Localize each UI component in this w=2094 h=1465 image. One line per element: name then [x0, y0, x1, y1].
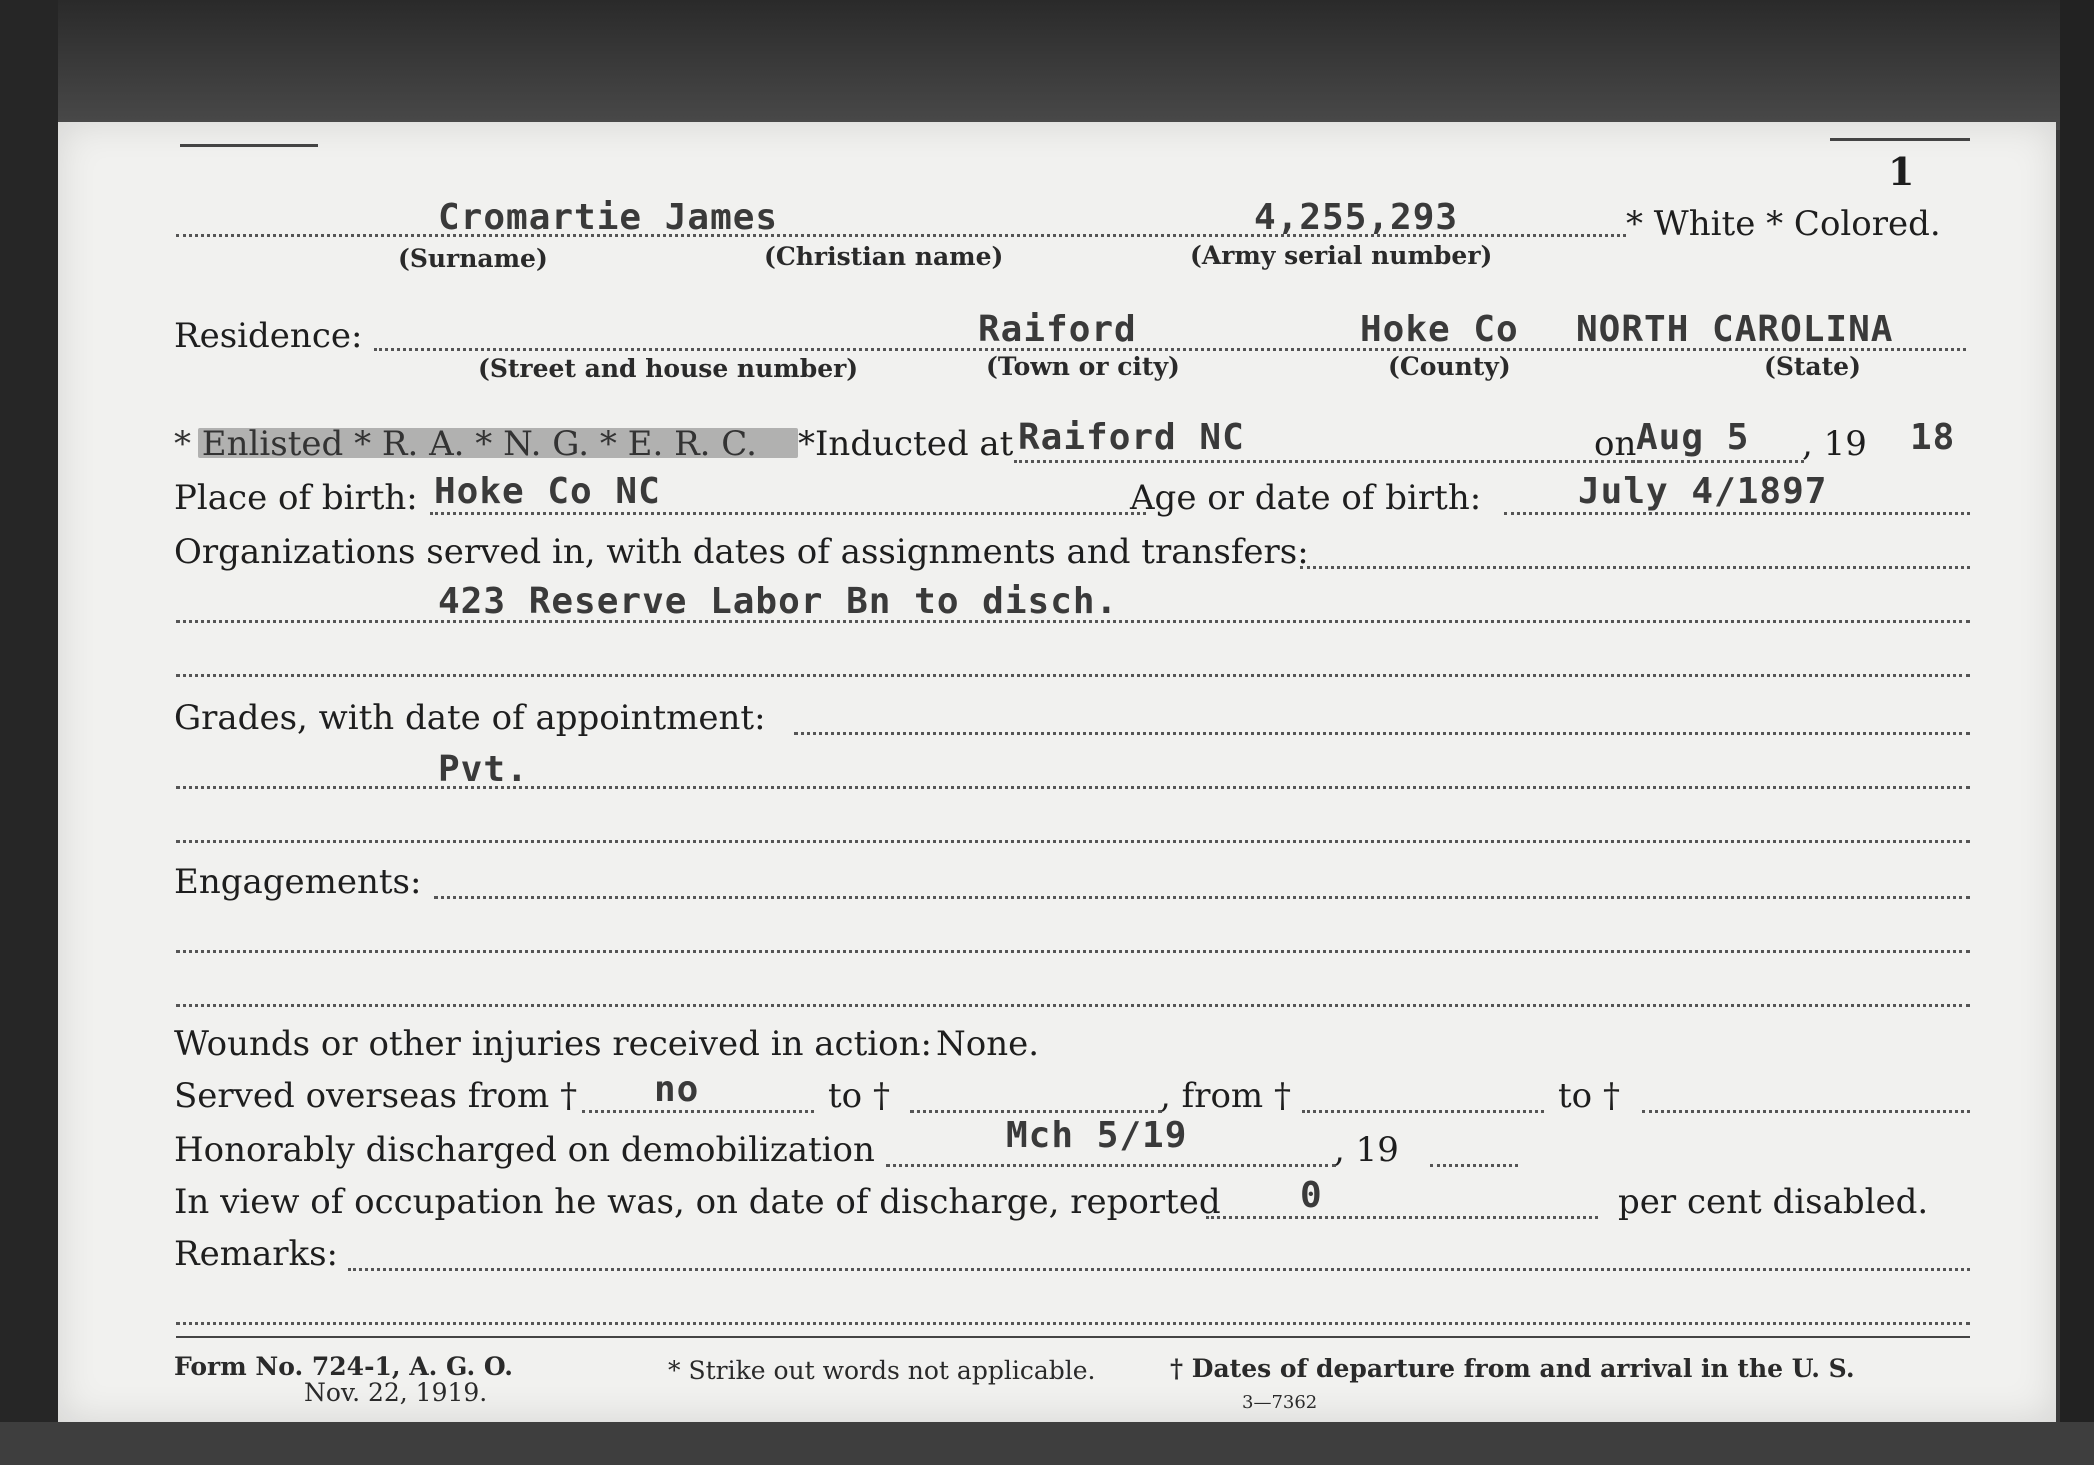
inducted-place-line [1014, 460, 1640, 463]
town-caption: (Town or city) [986, 352, 1180, 381]
discharge-year-prefix: , 19 [1334, 1130, 1399, 1170]
grades-line-0 [794, 732, 1970, 735]
organizations-line-0 [1300, 566, 1970, 569]
engagements-label: Engagements: [174, 862, 422, 902]
overseas-from-line [582, 1110, 814, 1113]
street-caption: (Street and house number) [478, 354, 859, 383]
inducted-label: *Inducted at [798, 424, 1014, 464]
serial-number-caption: (Army serial number) [1190, 241, 1493, 270]
overseas-from2-line [1302, 1110, 1544, 1113]
typed-discharge-date: Mch 5/19 [1006, 1115, 1188, 1156]
footer-rule [176, 1336, 1970, 1338]
typed-date-of-birth: July 4/1897 [1578, 471, 1828, 512]
overseas-to-label: to † [828, 1076, 890, 1116]
print-code: 3—7362 [1242, 1392, 1318, 1413]
typed-induction-date: Aug 5 [1636, 417, 1750, 458]
top-left-rule [180, 144, 318, 147]
remarks-line-1 [176, 1322, 1970, 1325]
overseas-to2-line [1642, 1110, 1970, 1113]
date-of-birth-line [1504, 512, 1970, 515]
top-right-rule [1830, 138, 1970, 141]
typed-organization: 423 Reserve Labor Bn to disch. [438, 581, 1119, 622]
residence-label: Residence: [174, 316, 363, 356]
christian-name-caption: (Christian name) [764, 242, 1004, 271]
place-of-birth-label: Place of birth: [174, 478, 418, 518]
typed-name: Cromartie James [438, 197, 779, 238]
on-label: on [1594, 424, 1637, 464]
race-options: * White * Colored. [1626, 204, 1941, 244]
overseas-to-line [910, 1110, 1162, 1113]
card-number: 1 [1888, 149, 1915, 194]
organizations-label: Organizations served in, with dates of assignments and transfers: [174, 532, 1309, 572]
typed-state: NORTH CAROLINA [1576, 309, 1894, 350]
scan-background-bottom [0, 1422, 2094, 1465]
dates-note: † Dates of departure from and arrival in the U. S. [1170, 1354, 1855, 1383]
typed-town: Raiford [978, 309, 1137, 350]
engagements-line-2 [176, 1004, 1970, 1007]
typed-induction-place: Raiford NC [1018, 417, 1245, 458]
discharge-date-line [886, 1164, 1336, 1167]
wounds-label: Wounds or other injuries received in action: [174, 1024, 932, 1064]
per-cent-disabled-label: per cent disabled. [1618, 1182, 1929, 1222]
grades-line-2 [176, 840, 1970, 843]
induction-year-prefix: , 19 [1802, 424, 1867, 464]
scan-background-left [0, 0, 58, 1465]
remarks-label: Remarks: [174, 1234, 338, 1274]
served-overseas-label: Served overseas from † [174, 1076, 578, 1116]
enlistment-struck-options: * Enlisted * R. A. * N. G. * E. R. C. [174, 424, 757, 464]
scan-background-right [2060, 0, 2094, 1465]
honorable-discharge-label: Honorably discharged on demobilization [174, 1130, 875, 1170]
typed-induction-year: 18 [1910, 417, 1956, 458]
disability-line [1206, 1216, 1598, 1219]
scan-background-top [0, 0, 2094, 130]
disability-label: In view of occupation he was, on date of discharge, reported [174, 1182, 1221, 1222]
organizations-line-2 [176, 674, 1970, 677]
grades-label: Grades, with date of appointment: [174, 698, 766, 738]
induction-date-line [1632, 460, 1804, 463]
age-or-date-of-birth-label: Age or date of birth: [1130, 478, 1482, 518]
overseas-to2-label: to † [1558, 1076, 1620, 1116]
typed-county: Hoke Co [1360, 309, 1519, 350]
place-of-birth-line [430, 512, 1146, 515]
county-caption: (County) [1388, 352, 1511, 381]
strike-out-note: * Strike out words not applicable. [668, 1356, 1096, 1385]
surname-caption: (Surname) [398, 244, 548, 273]
typed-disability-percent: 0 [1300, 1175, 1323, 1216]
discharge-year-line [1430, 1164, 1518, 1167]
form-date: Nov. 22, 1919. [304, 1378, 488, 1407]
wounds-value: None. [936, 1024, 1040, 1064]
typed-serial-number: 4,255,293 [1254, 197, 1459, 238]
engagements-line-1 [176, 950, 1970, 953]
typed-place-of-birth: Hoke Co NC [434, 471, 661, 512]
typed-grade: Pvt. [438, 749, 529, 790]
state-caption: (State) [1764, 352, 1861, 381]
service-record-card [58, 122, 2056, 1422]
form-number: Form No. 724-1, A. G. O. [174, 1352, 513, 1381]
typed-overseas-from: no [654, 1069, 700, 1110]
overseas-from2-label: , from † [1160, 1076, 1291, 1116]
engagements-line-0 [434, 896, 1970, 899]
remarks-line-0 [348, 1268, 1970, 1271]
